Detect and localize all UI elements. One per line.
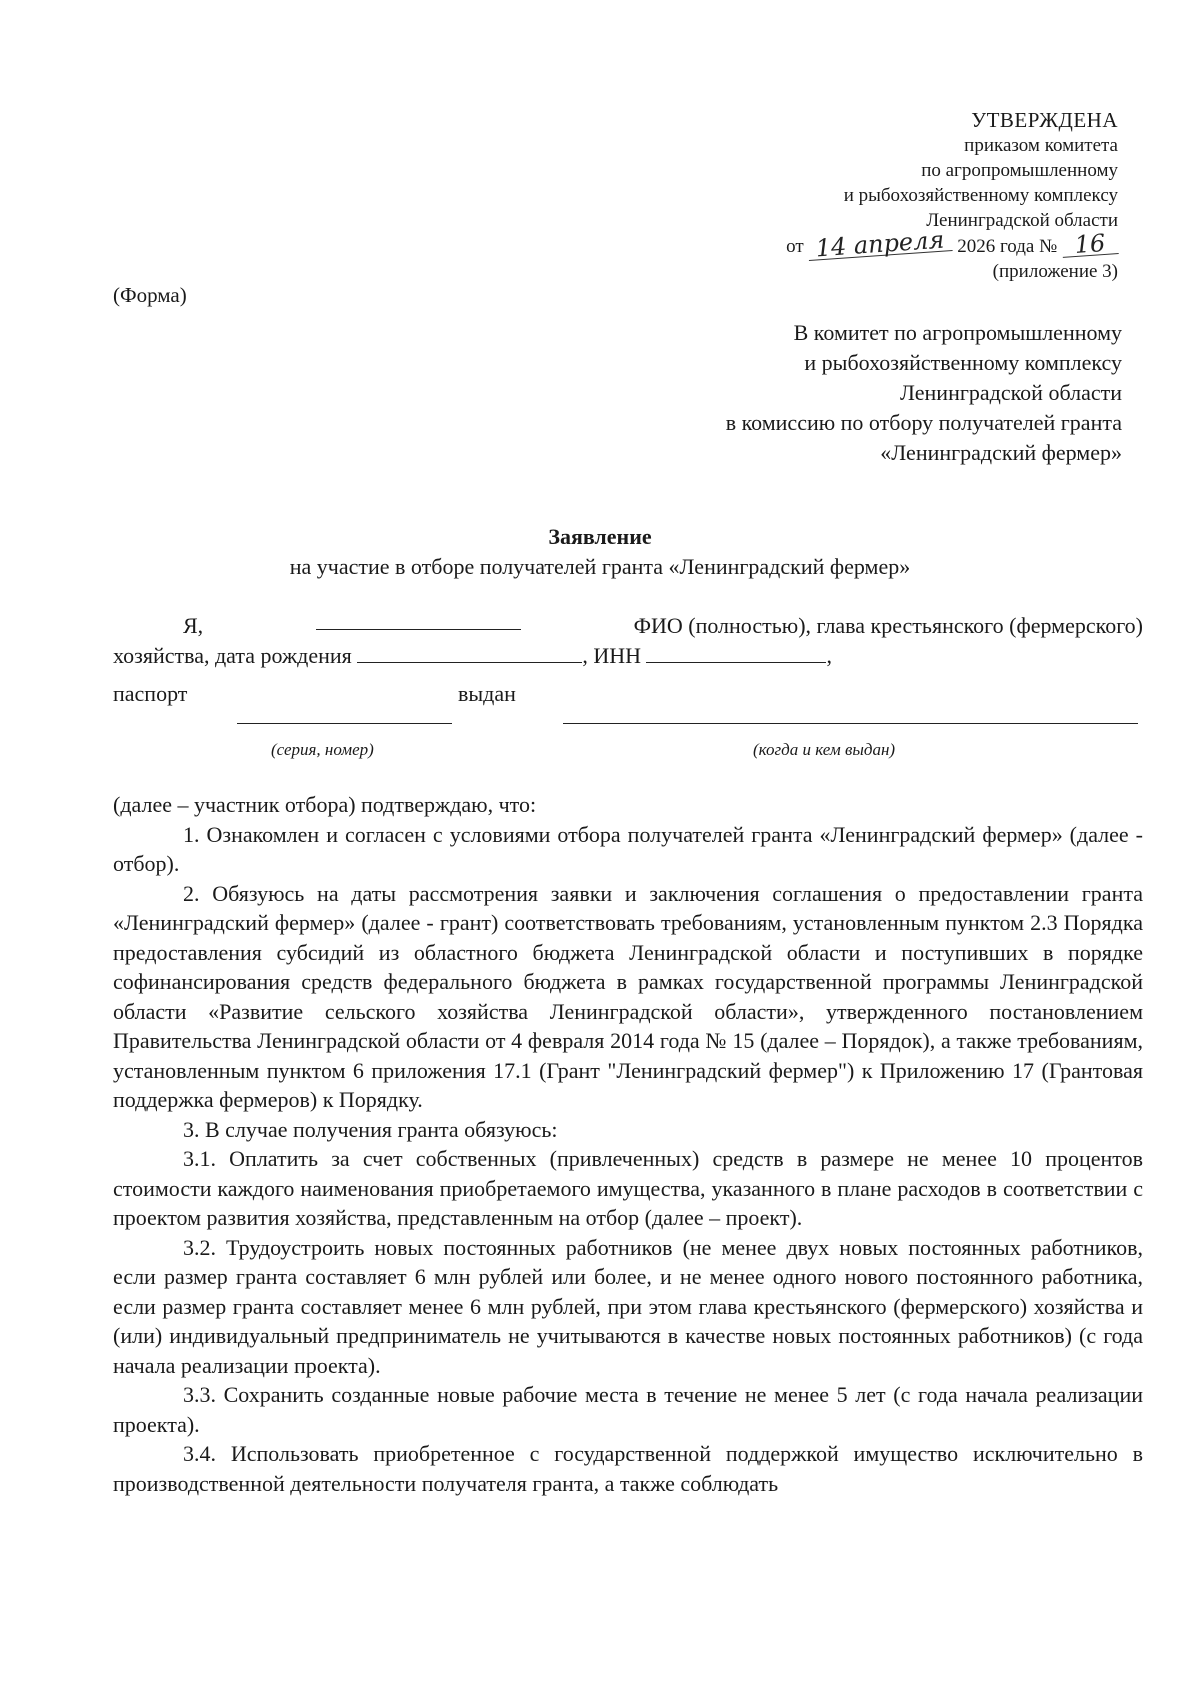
- date-prefix: от: [786, 236, 804, 257]
- approval-stamp-block: [786, 108, 1118, 284]
- passport-series-blank: [237, 723, 452, 724]
- document-title: [0, 522, 1200, 582]
- inn-label: , ИНН: [582, 643, 641, 668]
- comma: ,: [826, 643, 832, 668]
- approval-line: Ленинградской области: [926, 210, 1118, 231]
- approval-date-line: [786, 225, 1118, 263]
- paragraph: 1. Ознакомлен и согласен с условиями отбора получателей гранта «Ленинградский фермер» (далее - отбор).: [113, 821, 1143, 876]
- approval-appendix: (приложение 3): [992, 261, 1118, 282]
- paragraph: (далее – участник отбора) подтверждаю, что:: [113, 792, 537, 817]
- fio-label: ФИО (полностью), глава крестьянского (фермерского): [633, 613, 1143, 638]
- fio-blank: [316, 611, 521, 630]
- addressee-line: Ленинградской области: [900, 380, 1122, 405]
- applicant-details: [113, 611, 1143, 769]
- addressee-line: «Ленинградский фермер»: [880, 440, 1122, 465]
- applicant-row-birth: [113, 641, 1143, 671]
- caption-series: (серия, номер): [271, 740, 374, 759]
- handwritten-date: 14 апреля: [808, 228, 953, 261]
- paragraph: 3.2. Трудоустроить новых постоянных работников (не менее двух новых постоянных работников, если размер гранта составляет 6 млн рублей или более, и не менее одного нового постоянного работника, если размер гранта составляет менее 6 млн рублей, при этом глава крестьянского (фермерского) хозяйства и (или) индивидуальный предприниматель не учитываются в качестве новых постоянных работников) (с года начала реализации проекта).: [113, 1234, 1143, 1378]
- ya-label: Я,: [183, 613, 204, 638]
- caption-issued: (когда и кем выдан): [753, 740, 896, 759]
- applicant-row-passport: [113, 679, 1143, 769]
- addressee-line: и рыбохозяйственному комплексу: [804, 350, 1122, 375]
- farm-birth-label: хозяйства, дата рождения: [113, 643, 352, 668]
- birth-date-blank: [357, 644, 582, 663]
- approval-line: и рыбохозяйственному комплексу: [843, 185, 1118, 206]
- approval-line: приказом комитета: [964, 135, 1118, 156]
- date-year: 2026 года №: [957, 236, 1058, 257]
- passport-label: паспорт: [113, 681, 188, 706]
- statement-body: [113, 790, 1143, 1498]
- addressee-block: [726, 318, 1122, 468]
- passport-issued-blank: [563, 723, 1138, 724]
- inn-blank: [646, 644, 826, 663]
- paragraph: 3. В случае получения гранта обязуюсь:: [183, 1116, 558, 1142]
- title-subheading: на участие в отборе получателей гранта «Ленинградский фермер»: [289, 554, 911, 579]
- paragraph: 3.1. Оплатить за счет собственных (привлеченных) средств в размере не менее 10 процентов стоимости каждого наименования приобретаемого имущества, указанного в плане расходов в соответствии с проектом развития хозяйства, представленным на отбор (далее – проект).: [113, 1146, 1143, 1230]
- approval-line: по агропромышленному: [921, 160, 1118, 181]
- paragraph: 2. Обязуюсь на даты рассмотрения заявки и заключения соглашения о предоставлении гранта «Ленинградский фермер» (далее - грант) соответствовать требованиям, установленным пунктом 2.3 Порядка предоставления субсидий из областного бюджета Ленинградской области и поступивших в порядке софинансирования средств федерального бюджета в рамках государственной программы Ленинградской области «Развитие сельского хозяйства Ленинградской области», утвержденного постановлением Правительства Ленинградской области от 4 февраля 2014 года № 15 (далее – Порядок), а также требованиям, установленным пунктом 6 приложения 17.1 (Грант "Ленинградский фермер") к Приложению 17 (Грантовая поддержка фермеров) к Порядку.: [113, 880, 1143, 1112]
- paragraph: 3.4. Использовать приобретенное с государственной поддержкой имущество исключительно в производственной деятельности получателя гранта, а также соблюдать: [113, 1441, 1143, 1496]
- approval-title: УТВЕРЖДЕНА: [971, 108, 1118, 132]
- title-heading: Заявление: [548, 524, 652, 549]
- handwritten-number: 16: [1061, 231, 1118, 258]
- form-label: (Форма): [113, 283, 187, 307]
- issued-label: выдан: [458, 681, 516, 706]
- applicant-row-name: [113, 611, 1143, 641]
- addressee-line: В комитет по агропромышленному: [793, 320, 1122, 345]
- addressee-line: в комиссию по отбору получателей гранта: [725, 410, 1122, 435]
- paragraph: 3.3. Сохранить созданные новые рабочие места в течение не менее 5 лет (с года начала реализации проекта).: [113, 1382, 1143, 1437]
